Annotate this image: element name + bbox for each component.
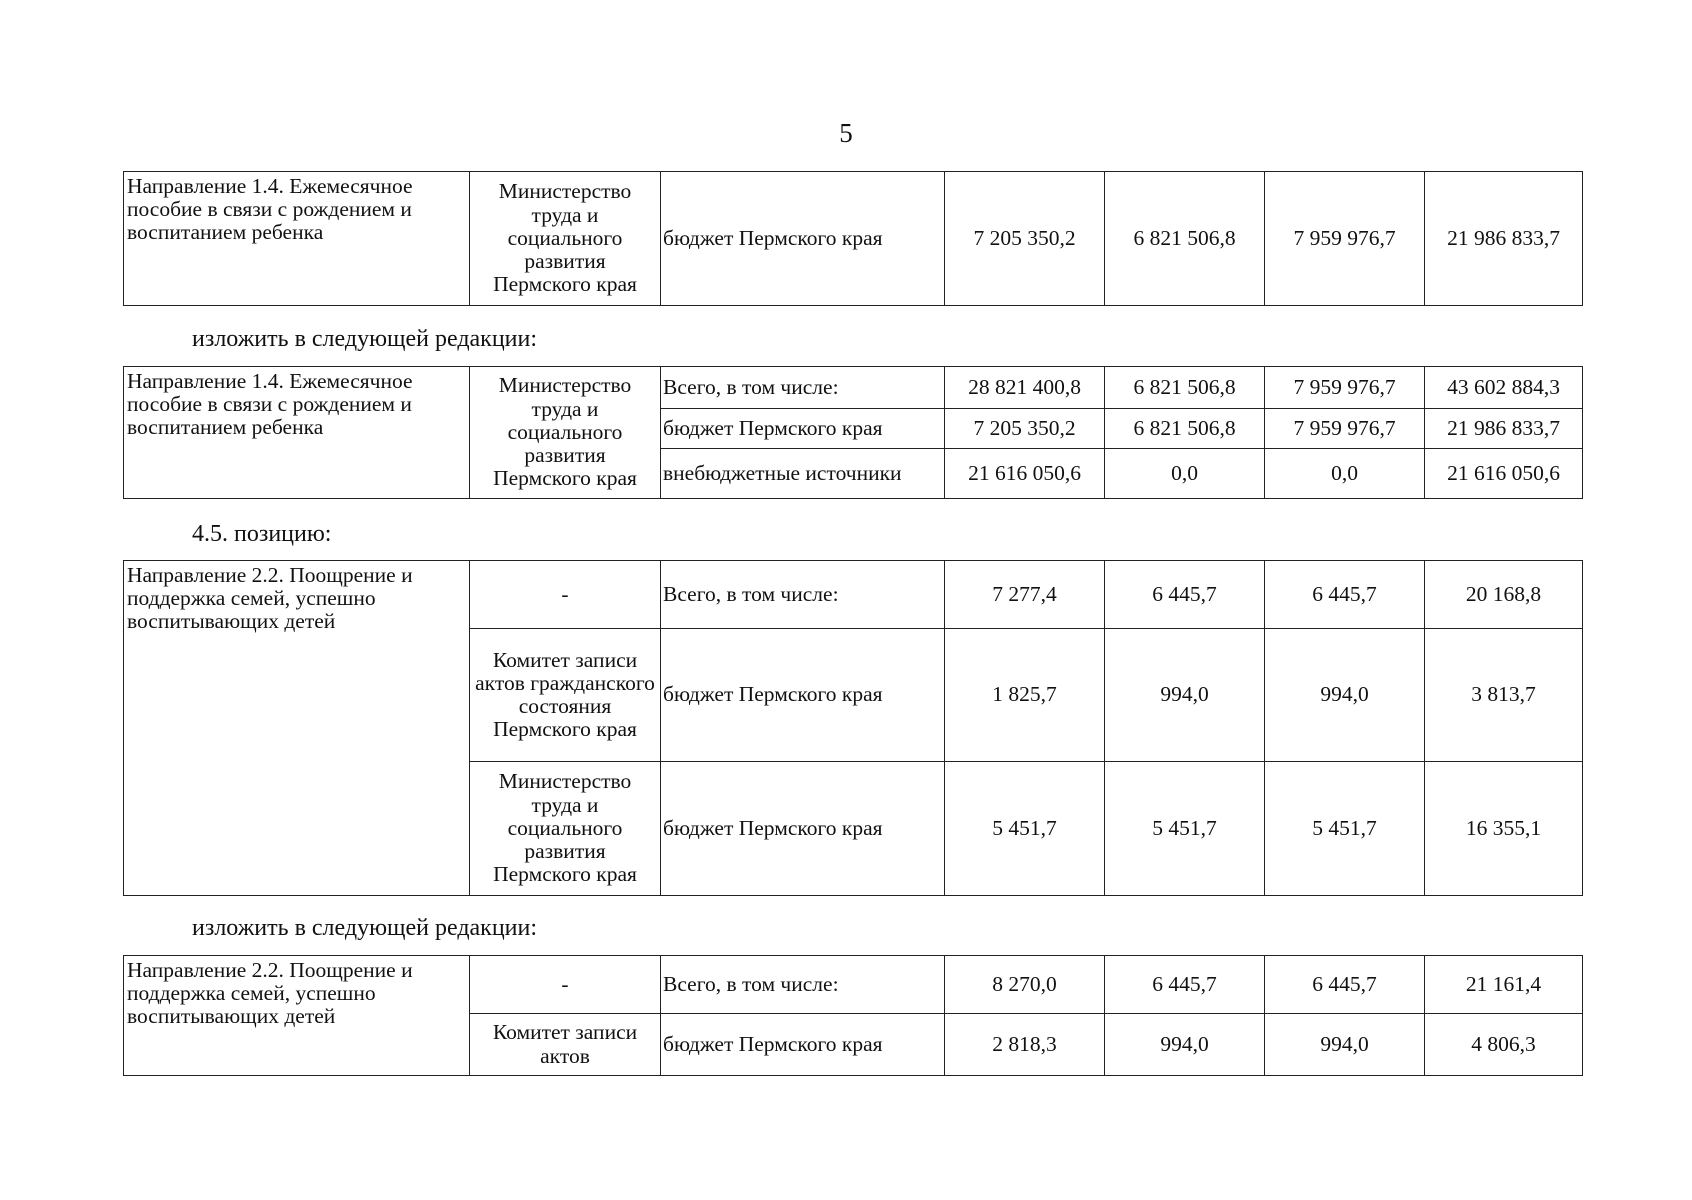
value-cell: 28 821 400,8: [945, 367, 1105, 409]
source-cell: бюджет Пермского края: [661, 409, 945, 449]
value-cell: 7 205 350,2: [945, 172, 1105, 306]
source-cell: Всего, в том числе:: [661, 367, 945, 409]
redaction-label: изложить в следующей редакции:: [192, 915, 538, 941]
value-cell: 0,0: [1265, 449, 1425, 499]
value-cell: 6 445,7: [1265, 561, 1425, 629]
table-row: [124, 172, 1583, 306]
value-cell: 4 806,3: [1425, 1014, 1583, 1076]
value-cell: 6 821 506,8: [1105, 172, 1265, 306]
value-cell: 21 986 833,7: [1425, 172, 1583, 306]
source-cell: бюджет Пермского края: [661, 172, 945, 306]
value-cell: 6 445,7: [1105, 956, 1265, 1014]
value-cell: 7 205 350,2: [945, 409, 1105, 449]
value-cell: 3 813,7: [1425, 629, 1583, 762]
direction-cell: Направление 2.2. Поощрение и поддержка семей, успешно воспитывающих детей: [124, 956, 470, 1076]
value-cell: 7 959 976,7: [1265, 409, 1425, 449]
value-cell: 20 168,8: [1425, 561, 1583, 629]
value-cell: 6 821 506,8: [1105, 409, 1265, 449]
value-cell: 21 161,4: [1425, 956, 1583, 1014]
direction-cell: Направление 1.4. Ежемесячное пособие в связи с рождением и воспитанием ребенка: [124, 367, 470, 499]
value-cell: 994,0: [1265, 629, 1425, 762]
value-cell: 5 451,7: [1265, 762, 1425, 896]
value-cell: 5 451,7: [945, 762, 1105, 896]
value-cell: 6 445,7: [1265, 956, 1425, 1014]
table-row: [124, 367, 1583, 409]
page-number: 5: [839, 118, 853, 148]
source-cell: бюджет Пермского края: [661, 629, 945, 762]
table-row: [124, 956, 1583, 1014]
executor-cell: Комитет записи актов гражданского состояния Пермского края: [470, 629, 661, 762]
value-cell: 16 355,1: [1425, 762, 1583, 896]
source-cell: бюджет Пермского края: [661, 762, 945, 896]
value-cell: 21 616 050,6: [1425, 449, 1583, 499]
value-cell: 0,0: [1105, 449, 1265, 499]
value-cell: 8 270,0: [945, 956, 1105, 1014]
table-row: [124, 561, 1583, 629]
value-cell: 994,0: [1105, 629, 1265, 762]
value-cell: 21 616 050,6: [945, 449, 1105, 499]
value-cell: 7 277,4: [945, 561, 1105, 629]
source-cell: Всего, в том числе:: [661, 956, 945, 1014]
source-cell: Всего, в том числе:: [661, 561, 945, 629]
executor-cell: Комитет записи актов: [470, 1014, 661, 1076]
value-cell: 21 986 833,7: [1425, 409, 1583, 449]
executor-cell: Министерство труда и социального развития Пермского края: [470, 172, 661, 306]
value-cell: 994,0: [1265, 1014, 1425, 1076]
executor-cell: Министерство труда и социального развития Пермского края: [470, 762, 661, 896]
value-cell: 994,0: [1105, 1014, 1265, 1076]
source-cell: бюджет Пермского края: [661, 1014, 945, 1076]
value-cell: 5 451,7: [1105, 762, 1265, 896]
value-cell: 6 821 506,8: [1105, 367, 1265, 409]
value-cell: 7 959 976,7: [1265, 172, 1425, 306]
executor-cell: -: [470, 561, 661, 629]
value-cell: 1 825,7: [945, 629, 1105, 762]
value-cell: 6 445,7: [1105, 561, 1265, 629]
table-4-direction-2-2-new: [123, 955, 1583, 1076]
direction-cell: Направление 1.4. Ежемесячное пособие в связи с рождением и воспитанием ребенка: [124, 172, 470, 306]
position-heading: 4.5. позицию:: [192, 521, 332, 547]
table-1-direction-1-4-old: [123, 171, 1583, 306]
value-cell: 2 818,3: [945, 1014, 1105, 1076]
direction-cell: Направление 2.2. Поощрение и поддержка семей, успешно воспитывающих детей: [124, 561, 470, 896]
executor-cell: Министерство труда и социального развития Пермского края: [470, 367, 661, 499]
table-2-direction-1-4-new: [123, 366, 1583, 499]
table-3-direction-2-2-old: [123, 560, 1583, 896]
executor-cell: -: [470, 956, 661, 1014]
source-cell: внебюджетные источники: [661, 449, 945, 499]
value-cell: 43 602 884,3: [1425, 367, 1583, 409]
redaction-label: изложить в следующей редакции:: [192, 326, 538, 352]
value-cell: 7 959 976,7: [1265, 367, 1425, 409]
